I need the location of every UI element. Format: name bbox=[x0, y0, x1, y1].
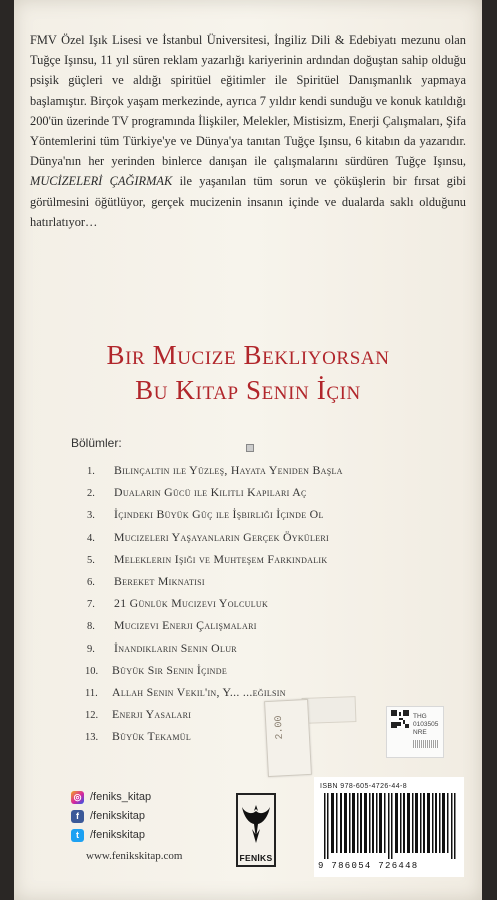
headline bbox=[14, 338, 482, 408]
chapter-item: 7. 21 Günlük Mucizevi Yolculuk bbox=[87, 596, 269, 611]
social-links bbox=[71, 788, 151, 845]
barcode-number: 9 786054 726448 bbox=[318, 861, 419, 871]
twitter-handle: /fenikskitap bbox=[90, 829, 146, 841]
label-line-1: THG bbox=[413, 713, 427, 720]
publisher-logo bbox=[236, 793, 276, 867]
chapter-item: 1. Bilinçaltın ile Yüzleş, Hayata Yeniden Başla bbox=[87, 463, 343, 477]
twitter-icon: t bbox=[71, 829, 84, 842]
blurb-part-1: FMV Özel Işık Lisesi ve İstanbul Üniversitesi, İngiliz Dili & Edebiyatı mezunu olan Tuğçe Işınsu, 11 yıl süren reklam yazarlığı kariyerinin ardından doğuştan sahip olduğu psişik güçleri ve aldığı spiritüel eğitimler ile Spiritüel Danışmanlık yapmaya başlamıştır. Birçok yaşam merkezinde, ayrıca 7 yıldır kendi sunduğu ve konuk katıldığı 200'ün üzerinde TV programında İlişkiler, Melekler, Mistisizm, Enerji Çalışmaları, Şifa Yöntemlerini tüm Türkiye'ye ve Dünya'ya tanıtan Tuğçe Işınsu, 6 kitabın da yazarıdır. Dünya'nın her yerinden binlerce danışan ile çalışmalarını sürdüren Tuğçe Işınsu, bbox=[30, 33, 466, 169]
chapter-item: 5. Meleklerin Işığı ve Muhteşem Farkındalık bbox=[87, 551, 328, 566]
blurb-part-2: ile yaşanılan tüm sorun ve çöküşlerin bir fırsat gibi görülmesini öğütlüyor, gerçek mucizenin insanın içinde ve dualarda saklı olduğunu hatırlatıyor… bbox=[30, 174, 466, 229]
chapter-item: 13. Büyük Tekamül bbox=[85, 729, 192, 744]
price-sticker bbox=[264, 699, 312, 777]
label-barcode bbox=[413, 740, 439, 748]
label-line-3: NRE bbox=[413, 729, 427, 736]
instagram-handle: /feniks_kitap bbox=[90, 791, 152, 803]
phoenix-logo-icon bbox=[241, 799, 271, 849]
price-sticker-text: 2.00 bbox=[273, 715, 287, 740]
print-mark bbox=[246, 444, 254, 452]
chapter-item: 2. Duaların Gücü ile Kilitli Kapıları Aç bbox=[87, 485, 307, 500]
author-blurb bbox=[30, 30, 466, 232]
publisher-logo-text: FENİKS bbox=[239, 853, 273, 863]
label-line-2: 0103505 bbox=[413, 721, 439, 728]
inventory-label bbox=[386, 706, 444, 758]
website-link[interactable]: www.fenikskitap.com bbox=[86, 850, 183, 862]
facebook-handle: /fenikskitap bbox=[90, 810, 146, 822]
chapter-item: 9. İnandıkların Senin Olur bbox=[87, 640, 237, 655]
price-sticker-residue bbox=[302, 696, 357, 724]
chapter-item: 8. Mucizevi Enerji Çalışmaları bbox=[87, 618, 257, 633]
chapter-item: 12. Enerji Yasaları bbox=[85, 707, 192, 722]
isbn-barcode-block bbox=[314, 777, 464, 877]
chapter-item: 3. İçindeki Büyük Güç ile İşbirliği İçinde Ol bbox=[87, 507, 324, 522]
social-instagram[interactable] bbox=[71, 788, 151, 807]
isbn-label: ISBN 978-605-4726-44-8 bbox=[320, 783, 408, 790]
social-facebook[interactable] bbox=[71, 807, 151, 826]
instagram-icon: ◎ bbox=[71, 791, 84, 804]
barcode bbox=[324, 793, 456, 859]
facebook-icon: f bbox=[71, 810, 84, 823]
chapter-item: 4. Mucizeleri Yaşayanların Gerçek Öyküleri bbox=[87, 529, 329, 544]
blurb-book-title: MUCİZELERİ ÇAĞIRMAK bbox=[30, 174, 173, 189]
social-twitter[interactable] bbox=[71, 826, 151, 845]
qr-code-icon bbox=[391, 710, 409, 728]
headline-line-2: Bu Kitap Senin İçin bbox=[135, 375, 361, 405]
chapter-item: 11. Allah Senin Vekil'in, Y... ...eğilsin bbox=[85, 684, 286, 699]
chapter-item: 6. Bereket Mıknatısı bbox=[87, 573, 205, 588]
book-back-cover bbox=[14, 0, 482, 900]
chapters-title: Bölümler: bbox=[71, 436, 122, 450]
chapter-item: 10. Büyük Sır Senin İçinde bbox=[85, 662, 228, 677]
headline-line-1: Bir Mucize Bekliyorsan bbox=[106, 340, 390, 370]
